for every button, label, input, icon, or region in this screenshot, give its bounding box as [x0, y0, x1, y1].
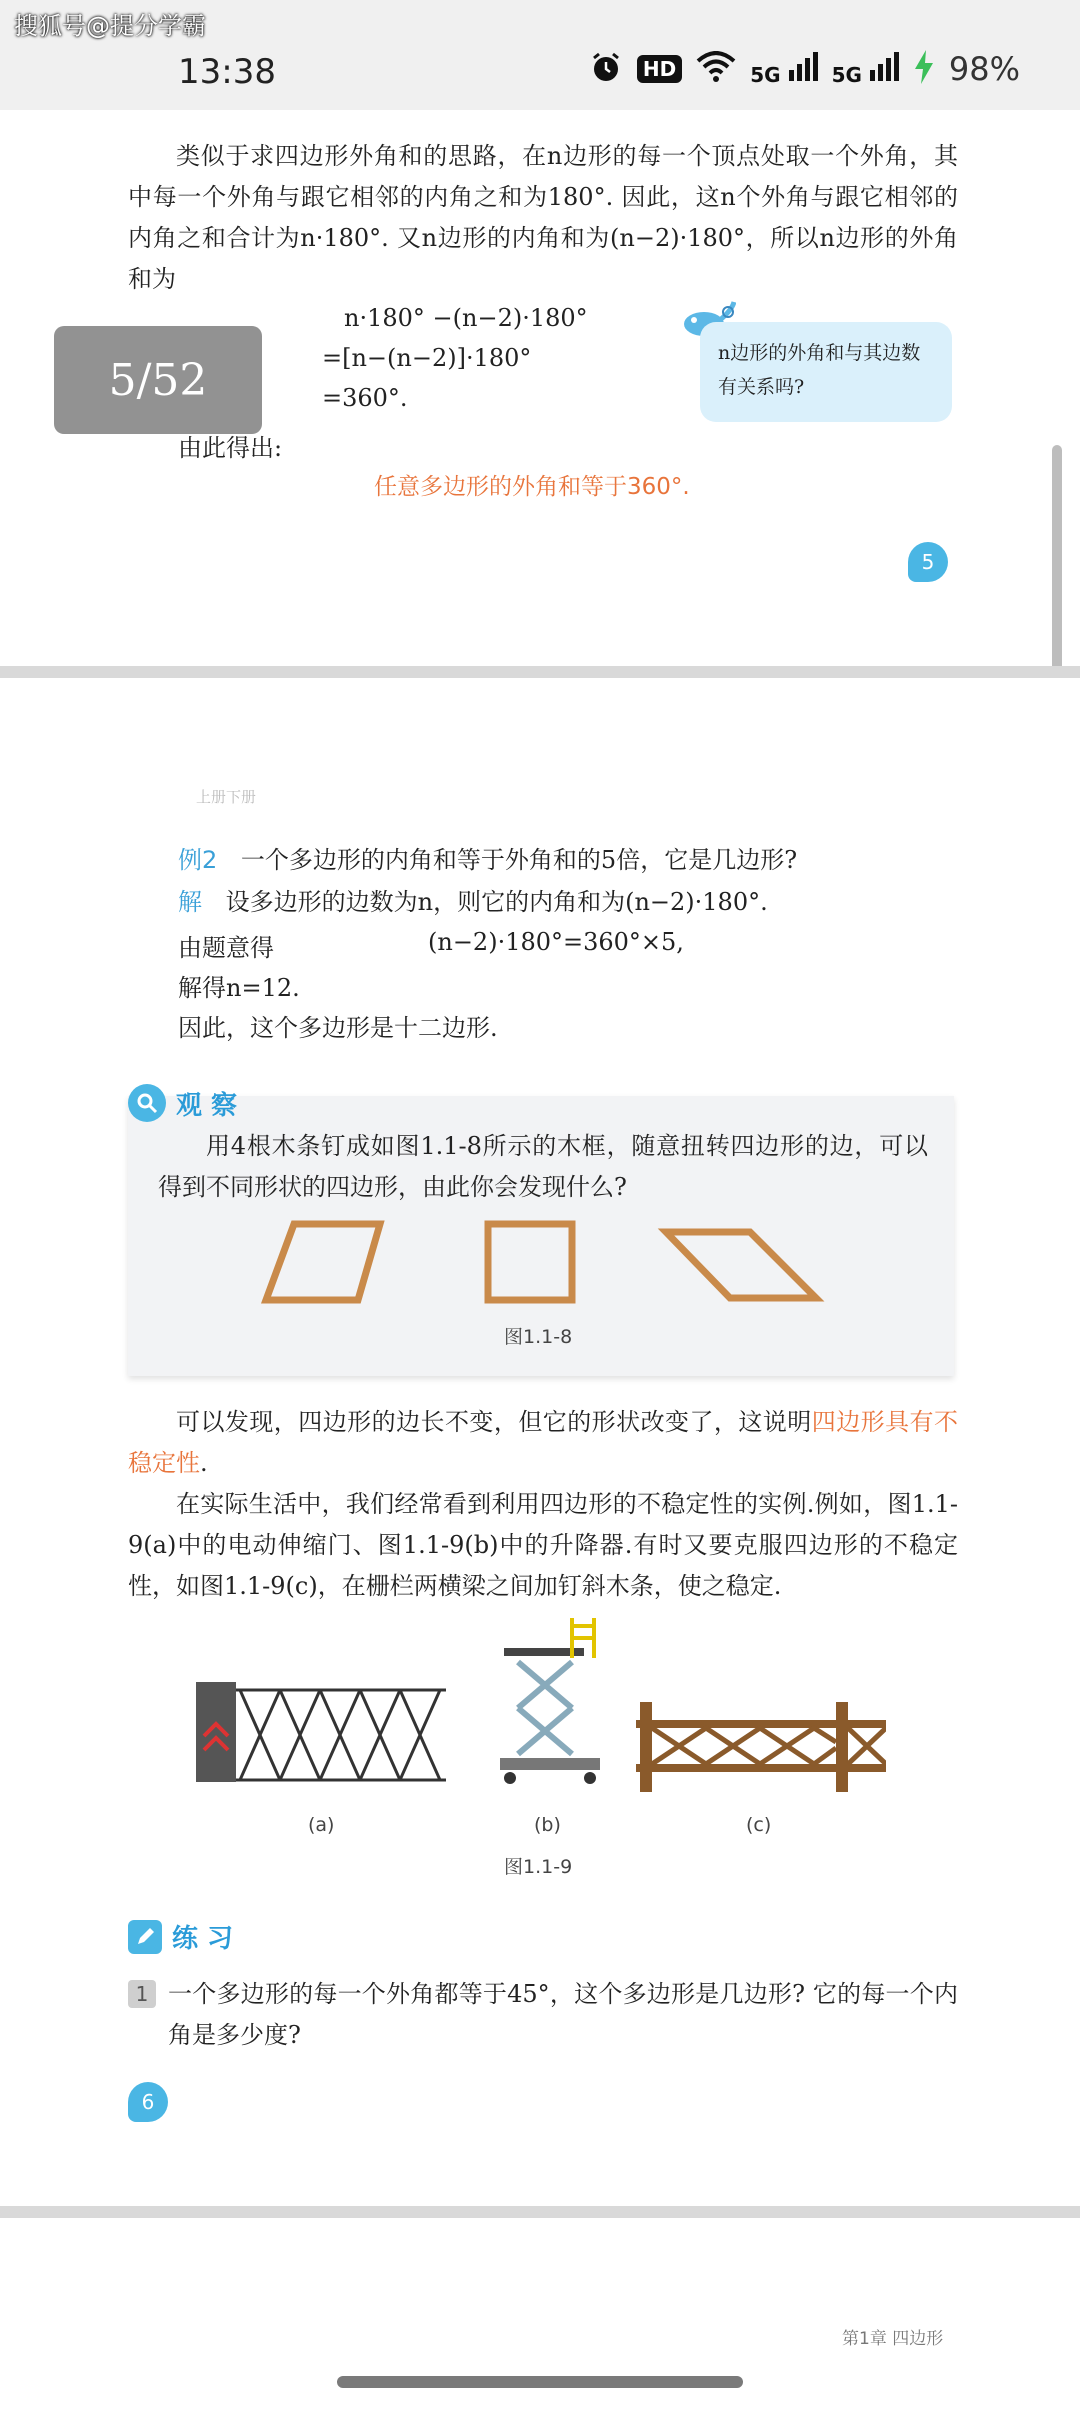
signal-5g-icon: 5G: [750, 52, 817, 87]
practice-heading: [128, 1918, 233, 1955]
observe-title: 观 察: [176, 1090, 238, 1121]
page-separator: [0, 2206, 1080, 2218]
observe-text: 用4根木条钉成如图1.1-8所示的木框，随意扭转四边形的边，可以得到不同形状的四边形，由此你会发现什么?: [158, 1132, 928, 1201]
solution-label: 解: [178, 888, 202, 916]
page-footer: 第1章 四边形: [842, 2329, 944, 2349]
figure-fence: [636, 1698, 886, 1794]
solution-step: 解得n=12.: [178, 974, 300, 1002]
hd-voice-icon: HD: [637, 55, 682, 83]
figure-1-1-8: [250, 1218, 830, 1308]
figure-gate: [196, 1676, 452, 1794]
highlight-instability: 四边形具有不稳定性: [128, 1408, 959, 1477]
conclusion-intro: 由此得出:: [178, 434, 283, 462]
signal-5g-icon-2: 5G: [832, 52, 899, 87]
header-fragment: 上册下册: [196, 788, 257, 806]
conclusion: 任意多边形的外角和等于360°.: [374, 474, 690, 500]
life-paragraph: 在实际生活中，我们经常看到利用四边形的不稳定性的实例.例如，图1.1-9(a)中的电动伸缩门、图1.1-9(b)中的升降器.有时又要克服四边形的不稳定性，如图1.1-9(c)，在栅栏两横梁之间加钉斜木条，使之稳定.: [128, 1490, 958, 1600]
pencil-icon: [128, 1920, 162, 1954]
search-icon: [128, 1084, 166, 1122]
page-number-badge: 6: [128, 2082, 168, 2122]
alarm-icon: [589, 50, 623, 88]
practice-title: 练 习: [172, 1924, 234, 1954]
caption-c: (c): [746, 1814, 772, 1836]
question-text: 一个多边形的每一个外角都等于45°，这个多边形是几边形? 它的每一个内角是多少度?: [168, 1980, 958, 2049]
question-item: [128, 1974, 958, 2056]
equation-line: n·180° −(n−2)·180°: [344, 304, 588, 332]
equation-line: =360°.: [322, 384, 408, 412]
example-text: 一个多边形的内角和等于外角和的5倍，它是几边形?: [240, 846, 798, 874]
equation-line: =[n−(n−2)]·180°: [322, 344, 532, 372]
observe-heading: [128, 1082, 237, 1124]
clock: 13:38: [178, 52, 276, 92]
example-label: 例2: [178, 846, 218, 874]
status-bar: [0, 0, 1080, 110]
home-indicator[interactable]: [337, 2376, 743, 2388]
page-number-badge: 5: [908, 542, 948, 582]
wifi-icon: [696, 51, 736, 87]
charging-icon: [913, 50, 935, 88]
solution-step: 因此，这个多边形是十二边形.: [178, 1014, 498, 1042]
hint-bubble: n边形的外角和与其边数有关系吗?: [700, 322, 952, 422]
caption-b: (b): [534, 1814, 561, 1836]
finding-paragraph: 可以发现，四边形的边长不变，但它的形状改变了，这说明四边形具有不稳定性.: [128, 1408, 959, 1477]
figure-caption: 图1.1-8: [504, 1326, 573, 1348]
paragraph: 类似于求四边形外角和的思路，在n边形的每一个顶点处取一个外角，其中每一个外角与跟它相邻的内角之和为180°. 因此，这n个外角与跟它相邻的内角之和合计为n·180°. 又n边形的内角和为(n−2)·180°，所以n边形的外角和为: [128, 142, 958, 293]
battery-level: 98%: [948, 50, 1020, 88]
status-icons: [589, 50, 1020, 88]
solution-text: 设多边形的边数为n，则它的内角和为(n−2)·180°.: [225, 888, 768, 916]
question-number: 1: [128, 1980, 156, 2008]
example-line: [178, 840, 958, 881]
figure-lift: [498, 1618, 608, 1796]
solution-step: 由题意得: [178, 934, 274, 962]
solution-line: [178, 882, 958, 923]
figure-caption: 图1.1-9: [504, 1856, 573, 1878]
page-counter: 5/52: [54, 326, 262, 434]
watermark: 搜狐号@提分学霸: [14, 12, 206, 40]
page-separator: [0, 666, 1080, 678]
caption-a: (a): [308, 1814, 335, 1836]
solution-equation: (n−2)·180°=360°×5,: [428, 928, 684, 956]
